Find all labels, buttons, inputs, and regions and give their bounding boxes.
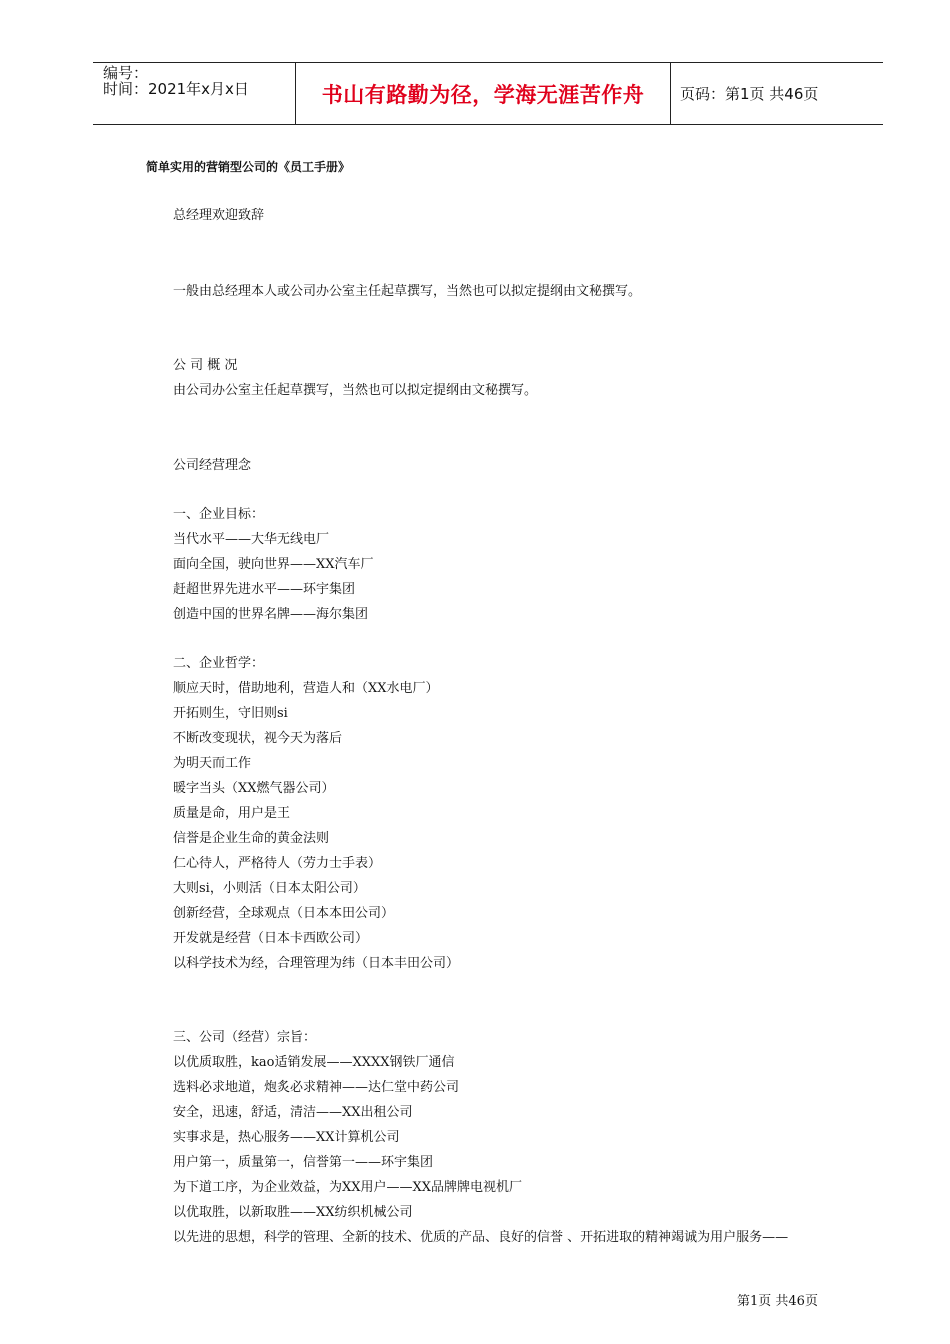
list-item: 实事求是，热心服务——XX计算机公司 <box>173 1130 400 1145</box>
list-item: 大则si，小则活（日本太阳公司） <box>173 881 366 896</box>
list-item: 用户第一，质量第一，信誉第一——环宇集团 <box>173 1155 434 1170</box>
list-item: 以科学技术为经，合理管理为纬（日本丰田公司） <box>173 956 460 971</box>
list-item: 创造中国的世界名牌——海尔集团 <box>173 607 369 622</box>
section-heading-philosophy: 公司经营理念 <box>173 458 252 473</box>
list-item: 安全，迅速，舒适，清洁——XX出租公司 <box>173 1105 413 1120</box>
subsection-heading-philosophy: 二、企业哲学： <box>173 656 265 671</box>
list-item: 质量是命，用户是王 <box>173 806 291 821</box>
list-item: 以优取胜，以新取胜——XX纺织机械公司 <box>173 1205 413 1220</box>
list-item: 创新经营，全球观点（日本本田公司） <box>173 906 395 921</box>
list-item: 不断改变现状，视今天为落后 <box>173 731 343 746</box>
list-item: 选料必求地道，炮炙必求精神——达仁堂中药公司 <box>173 1080 460 1095</box>
footer-page-number: 第1页 共46页 <box>737 1294 818 1309</box>
header-page-cell <box>670 63 883 124</box>
list-item: 以先进的思想，科学的管理、全新的技术、优质的产品、良好的信誉 、开拓进取的精神竭诚为用户服务—— <box>173 1230 789 1245</box>
list-item: 暖字当头（XX燃气器公司） <box>173 781 335 796</box>
document-number-label: 编号： <box>103 64 149 82</box>
section-heading-overview: 公 司 概 况 <box>173 358 238 373</box>
document-time-label: 时间：2021年x月x日 <box>103 80 249 98</box>
subsection-heading-purpose: 三、公司（经营）宗旨： <box>173 1030 317 1045</box>
document-title: 简单实用的营销型公司的《员工手册》 <box>146 160 351 174</box>
list-item: 顺应天时，借助地利，营造人和（XX水电厂） <box>173 681 439 696</box>
header-motto: 书山有路勤为径，学海无涯苦作舟 <box>321 82 645 107</box>
header-info-cell <box>93 63 295 124</box>
list-item: 仁心待人，严格待人（劳力士手表） <box>173 856 382 871</box>
body-paragraph: 一般由总经理本人或公司办公室主任起草撰写，当然也可以拟定提纲由文秘撰写。 <box>173 284 642 299</box>
subsection-heading-goals: 一、企业目标： <box>173 507 265 522</box>
body-paragraph: 由公司办公室主任起草撰写，当然也可以拟定提纲由文秘撰写。 <box>173 383 538 398</box>
list-item: 为明天而工作 <box>173 756 252 771</box>
list-item: 开拓则生，守旧则si <box>173 706 288 721</box>
list-item: 以优质取胜，kao适销发展——XXXX钢铁厂通信 <box>173 1055 455 1070</box>
list-item: 信誉是企业生命的黄金法则 <box>173 831 330 846</box>
header-page-number: 页码：第1页 共46页 <box>680 85 819 103</box>
header-motto-cell <box>295 63 671 124</box>
list-item: 面向全国，驶向世界——XX汽车厂 <box>173 557 374 572</box>
section-heading-welcome: 总经理欢迎致辞 <box>173 208 265 223</box>
list-item: 赶超世界先进水平——环宇集团 <box>173 582 356 597</box>
list-item: 开发就是经营（日本卡西欧公司） <box>173 931 369 946</box>
page-header <box>93 62 883 125</box>
list-item: 为下道工序，为企业效益，为XX用户——XX品牌牌电视机厂 <box>173 1180 523 1195</box>
list-item: 当代水平——大华无线电厂 <box>173 532 330 547</box>
